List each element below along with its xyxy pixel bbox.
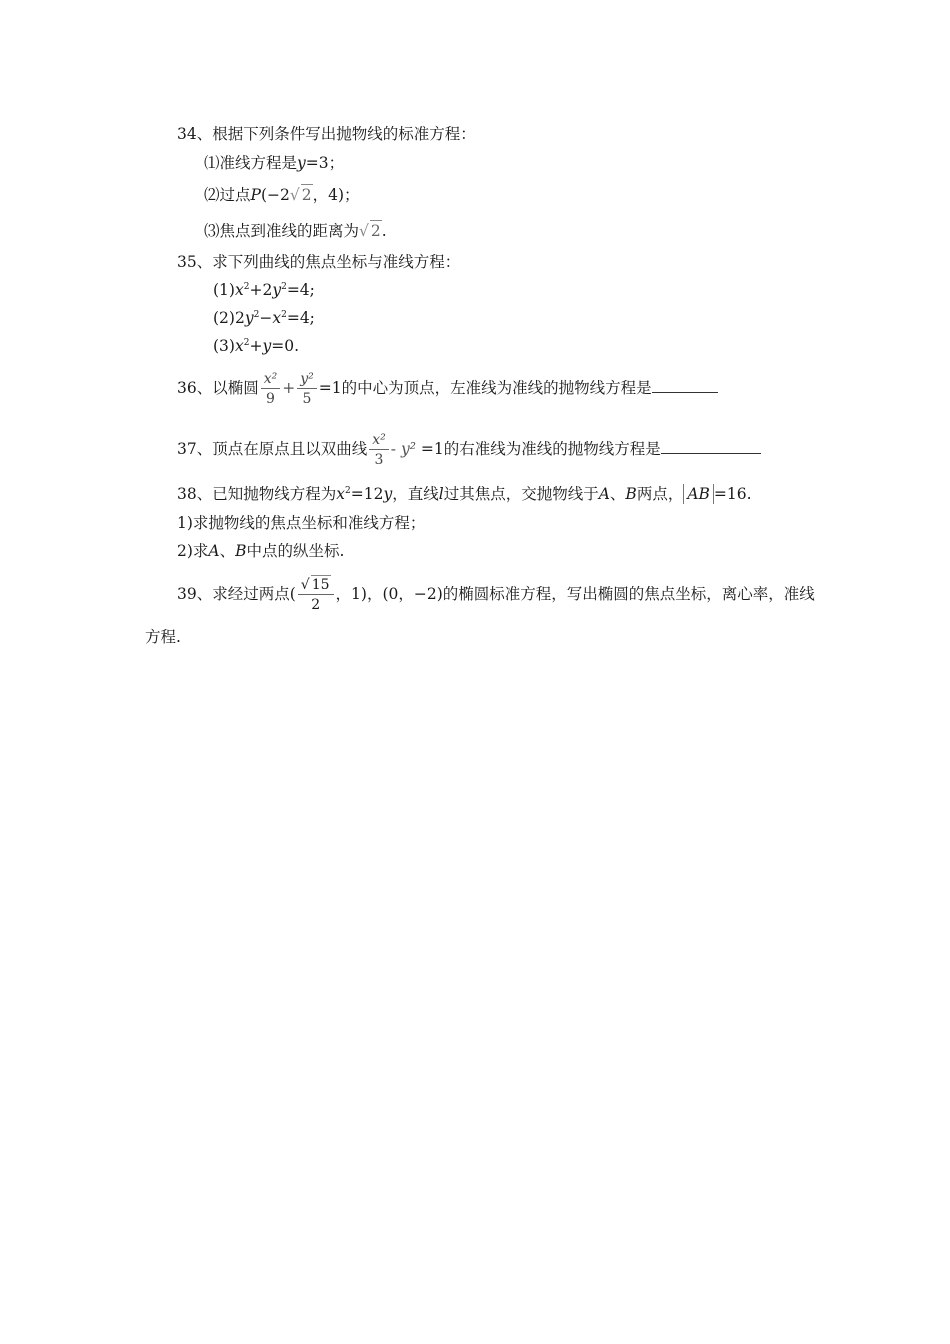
q38-sub2: 2)求A、B中点的纵坐标. — [177, 542, 345, 560]
q39-continuation: 方程. — [145, 628, 181, 646]
q35-part1: $(1)x^2+2y^2=4$; — [213, 281, 315, 299]
q34-stem: 34、根据下列条件写出抛物线的标准方程： — [177, 125, 476, 143]
q39: 39、求经过两点( $\frac{√ 15}{2}$ ，1)，(0，−2)的椭圆标准方程，写出椭圆的焦点坐标，离心率，准线 — [177, 577, 815, 613]
q34-part1: ⑴准线方程是y=3； — [204, 154, 345, 172]
q36-answer-blank[interactable] — [652, 378, 718, 393]
q37-answer-blank[interactable] — [661, 439, 761, 454]
q34-part2: ⑵过点P(−2√ 2，4)； — [204, 186, 360, 204]
q39-fraction: $\frac{√ 15}{2}$ — [298, 575, 334, 615]
q35-stem: 35、求下列曲线的焦点坐标与准线方程： — [177, 253, 461, 271]
q38-sub1: 1)求抛物线的焦点坐标和准线方程； — [177, 514, 426, 532]
q36-fraction-x: $\frac{\text{x²}}{9}$ — [261, 370, 281, 409]
q35-part2: $(2)2y^2-x^2=4$; — [213, 309, 315, 327]
q36: 36、以椭圆 $\frac{\text{x²}}{9}$ + $\frac{\text{y²}}{5}$ =1的中心为顶点，左准线为准线的抛物线方程是 — [177, 364, 718, 412]
q35-part3: $(3)x^2+y=0$. — [213, 337, 299, 355]
q34-part3: ⑶焦点到准线的距离为√ 2. — [204, 222, 387, 240]
q38-stem: 38、已知抛物线方程为$x^2=12y$，直线l过其焦点，交抛物线于A、B两点， AB =16. — [177, 485, 752, 503]
q37: 37、顶点在原点且以双曲线 $\frac{\text{x²}}{3}$ - y² =1的右准线为准线的抛物线方程是 — [177, 425, 761, 473]
q37-fraction-x: $\frac{\text{x²}}{3}$ — [369, 431, 389, 470]
q36-fraction-y: $\frac{\text{y²}}{5}$ — [297, 370, 317, 409]
